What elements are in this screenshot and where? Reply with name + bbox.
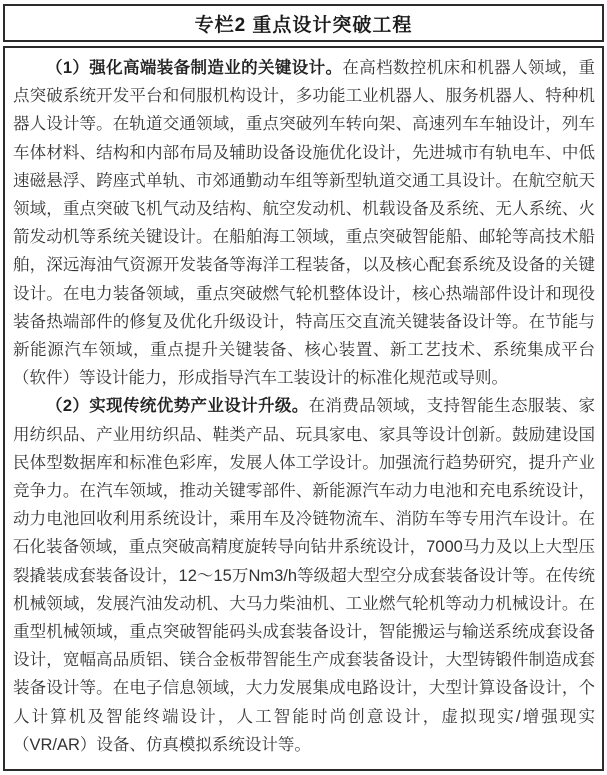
paragraph-2 — [13, 392, 595, 759]
paragraph-2-body: 在消费品领域，支持智能生态服装、家用纺织品、产业用纺织品、鞋类产品、玩具家电、家具等设计创新。鼓励建设国民体型数据库和标准色彩库，发展人体工学设计。加强流行趋势研究，提升产业竞争力。在汽车领域，推动关键零部件、新能源汽车动力电池和充电系统设计，动力电池回收利用系统设计，乘用车及冷链物流车、消防车等专用汽车设计。在石化装备领域，重点突破高精度旋转导向钻井系统设计，7000马力及以上大型压裂撬装成套装备设计，12～15万Nm3/h等级超大型空分成套装备设计等。在传统机械领域，发展汽油发动机、大马力柴油机、工业燃气轮机等动力机械设计。在重型机械领域，重点突破智能码头成套装备设计，智能搬运与输送系统成套设备设计，宽幅高品质铝、镁合金板带智能生产成套装备设计，大型铸锻件制造成套装备设计等。在电子信息领域，大力发展集成电路设计，大型计算设备设计，个人计算机及智能终端设计，人工智能时尚创意设计，虚拟现实/增强现实（VR/AR）设备、仿真模拟系统设计等。 — [13, 397, 595, 754]
paragraph-1 — [13, 54, 595, 392]
title-box — [3, 4, 604, 42]
page-title: 专栏2 重点设计突破工程 — [194, 14, 413, 36]
paragraph-1-lead: （1）强化高端装备制造业的关键设计。 — [46, 59, 343, 77]
content-box — [3, 46, 604, 771]
paragraph-2-lead: （2）实现传统优势产业设计升级。 — [46, 397, 309, 416]
paragraph-1-body: 在高档数控机床和机器人领域，重点突破系统开发平台和伺服机构设计，多功能工业机器人、服务机器人、特种机器人设计等。在轨道交通领域，重点突破列车转向架、高速列车车轴设计，列车车体材料、结构和内部布局及辅助设备设施优化设计，先进城市有轨电车、中低速磁悬浮、跨座式单轨、市郊通勤动车组等新型轨道交通工具设计。在航空航天领域，重点突破飞机气动及结构、航空发动机、机载设备及系统、无人系统、火箭发动机等系统关键设计。在船舶海工领域，重点突破智能船、邮轮等高技术船舶，深远海油气资源开发装备等海洋工程装备，以及核心配套系统及设备的关键设计。在电力装备领域，重点突破燃气轮机整体设计，核心热端部件设计和现役装备热端部件的修复及优化升级设计，特高压交直流关键装备设计等。在节能与新能源汽车领域，重点提升关键装备、核心装置、新工艺技术、系统集成平台（软件）等设计能力，形成指导汽车工装设计的标准化规范或导则。 — [13, 59, 595, 388]
